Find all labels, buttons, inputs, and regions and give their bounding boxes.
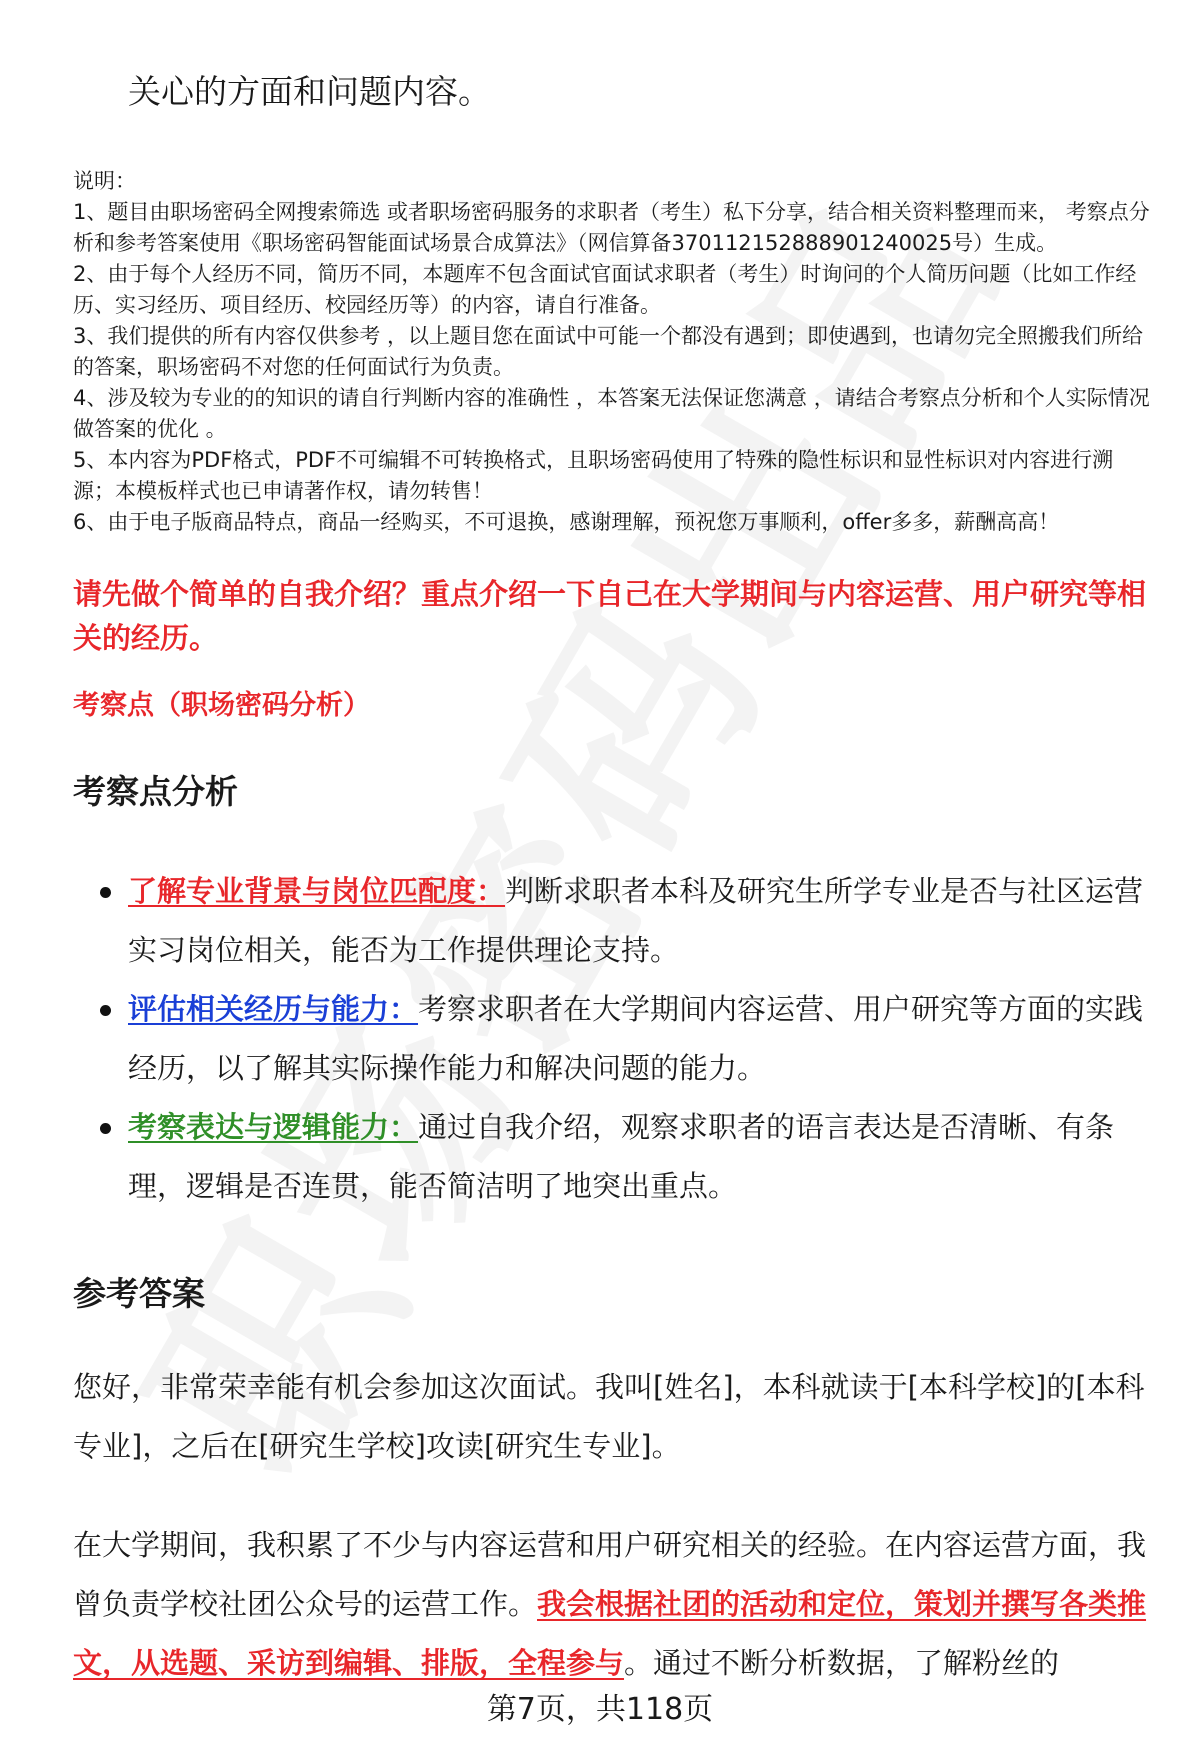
interview-question: 请先做个简单的自我介绍？重点介绍一下自己在大学期间与内容运营、用户研究等相关的经历。 bbox=[73, 577, 1147, 655]
note-item: 3、我们提供的所有内容仅供参考 ，以上题目您在面试中可能一个都没有遇到；即使遇到，也请勿完全照搬我们所给的答案，职场密码不对您的任何面试行为负责。 bbox=[73, 324, 1144, 379]
analysis-point bbox=[73, 980, 1153, 1098]
continuation-text: 关心的方面和问题内容。 bbox=[128, 72, 491, 111]
point-text: 考察求职者在大学期间内容运营、用户研究等方面的实践经历，以了解其实际操作能力和解决问题的能力。 bbox=[128, 992, 1144, 1085]
answer-paragraph: 您好，非常荣幸能有机会参加这次面试。我叫[姓名]，本科就读于[本科学校]的[本科专业]，之后在[研究生学校]攻读[研究生专业]。 bbox=[73, 1370, 1145, 1463]
notes-title: 说明： bbox=[73, 169, 136, 193]
point-text: 判断求职者本科及研究生所学专业是否与社区运营实习岗位相关，能否为工作提供理论支持。 bbox=[128, 874, 1144, 967]
note-item: 4、涉及较为专业的的知识的请自行判断内容的准确性 ，本答案无法保证您满意 ，请结合考察点分析和个人实际情况做答案的优化 。 bbox=[73, 386, 1150, 441]
note-item: 1、题目由职场密码全网搜索筛选 或者职场密码服务的求职者（考生）私下分享，结合相关资料整理而来， 考察点分析和参考答案使用《职场密码智能面试场景合成算法》（网信算备370112152888901240025号）生成。 bbox=[73, 200, 1150, 255]
page-number: 第7页，共118页 bbox=[486, 1692, 714, 1727]
answer-heading: 参考答案 bbox=[73, 1274, 205, 1313]
answer-paragraph bbox=[73, 1516, 1153, 1693]
analysis-heading: 考察点分析 bbox=[73, 772, 238, 811]
answer-text: 在大学期间，我积累了不少与内容运营和用户研究相关的经验。在内容运营方面，我曾负责学校社团公众号的运营工作。 bbox=[73, 1528, 1147, 1621]
analysis-point bbox=[73, 862, 1153, 980]
point-title: 了解专业背景与岗位匹配度： bbox=[128, 874, 506, 908]
document-page bbox=[73, 0, 1153, 1693]
note-item: 2、由于每个人经历不同，简历不同，本题库不包含面试官面试求职者（考生）时询问的个人简历问题（比如工作经历、实习经历、项目经历、校园经历等）的内容，请自行准备。 bbox=[73, 262, 1137, 317]
notes-block bbox=[73, 166, 1153, 538]
point-title: 评估相关经历与能力： bbox=[128, 992, 419, 1026]
analysis-label: 考察点（职场密码分析） bbox=[73, 690, 370, 721]
point-text: 通过自我介绍，观察求职者的语言表达是否清晰、有条理，逻辑是否连贯，能否简洁明了地突出重点。 bbox=[128, 1110, 1115, 1203]
point-title: 考察表达与逻辑能力： bbox=[128, 1110, 419, 1144]
note-item: 6、由于电子版商品特点，商品一经购买，不可退换，感谢理解，预祝您万事顺利，offer多多，薪酬高高！ bbox=[73, 510, 1060, 534]
note-item: 5、本内容为PDF格式，PDF不可编辑不可转换格式，且职场密码使用了特殊的隐性标识和显性标识对内容进行溯源；本模板样式也已申请著作权，请勿转售！ bbox=[73, 448, 1114, 503]
answer-text: 。通过不断分析数据，了解粉丝的 bbox=[624, 1646, 1060, 1680]
analysis-list bbox=[73, 862, 1153, 1216]
answer-highlight: 我会根据社团的活动和定位，策划并撰写各类推文，从选题、采访到编辑、排版，全程参与 bbox=[73, 1587, 1147, 1680]
analysis-point bbox=[73, 1098, 1153, 1216]
